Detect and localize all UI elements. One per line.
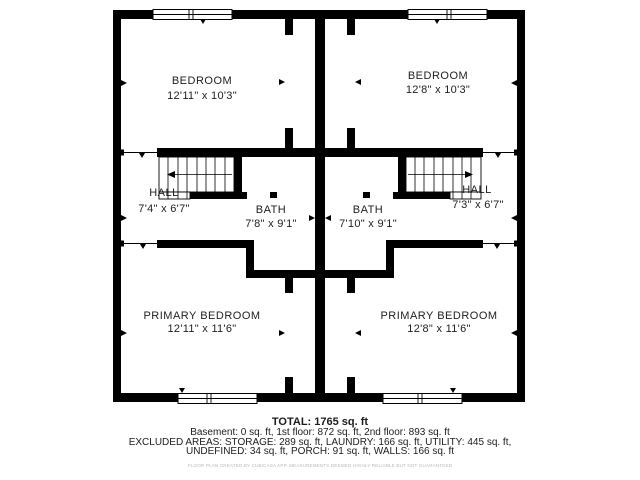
- door-jamb-bath-left: [270, 192, 277, 198]
- summary-floors: Basement: 0 sq. ft, 1st floor: 872 sq. ft, 2nd floor: 893 sq. ft: [190, 427, 450, 438]
- stub-primary-right-top: [347, 278, 355, 293]
- room-label-primary-left: PRIMARY BEDROOM: [143, 310, 261, 322]
- room-label-hall-right: HALL: [462, 184, 492, 196]
- room-dims-hall-left: 7'4" x 6'7": [138, 203, 190, 215]
- room-dims-hall-right: 7'3" x 6'7": [452, 199, 504, 211]
- room-label-bath-left: BATH: [255, 204, 287, 216]
- room-dims-bath-left: 7'8" x 9'1": [245, 218, 297, 230]
- wall-bath-bottom-right: [315, 270, 394, 278]
- stub-bedroom-right-bottom: [347, 128, 355, 148]
- stub-primary-right-bottom: [347, 377, 355, 393]
- area-summary: [0, 417, 640, 468]
- room-dims-primary-left: 12'11" x 11'6": [167, 323, 237, 335]
- summary-total: TOTAL: 1765 sq. ft: [271, 416, 369, 428]
- door-primary-right: [483, 241, 521, 247]
- summary-excluded-1: EXCLUDED AREAS: STORAGE: 289 sq. ft, LAUNDRY: 166 sq. ft, UTILITY: 445 sq. ft,: [128, 436, 512, 448]
- room-dims-bedroom-right: 12'8" x 10'3": [405, 84, 471, 96]
- wall-outer-right: [517, 10, 525, 402]
- window-top-right: [408, 10, 487, 20]
- door-bedroom-left: [117, 150, 157, 156]
- wall-party: [315, 10, 325, 402]
- room-label-bedroom-right: BEDROOM: [407, 70, 469, 82]
- stub-bedroom-left-bottom: [285, 128, 293, 148]
- summary-disclaimer: FLOOR PLAN CREATED BY CUBICASA APP. MEASUREMENTS DEEMED HIGHLY RELIABLE BUT NOT GUARANTEED: [187, 463, 453, 469]
- door-jamb-bath-right: [363, 192, 370, 198]
- room-label-bath-right: BATH: [352, 204, 384, 216]
- wall-hall-bottom-left: [157, 240, 247, 248]
- window-top-left: [153, 10, 232, 20]
- summary-excluded-2: UNDEFINED: 34 sq. ft, PORCH: 91 sq. ft, WALLS: 166 sq. ft: [185, 446, 455, 458]
- room-dims-bedroom-left: 12'11" x 10'3": [167, 90, 237, 102]
- stub-bedroom-left-top: [285, 19, 293, 35]
- door-bedroom-right: [483, 150, 521, 156]
- wall-hall-bottom-right: [393, 240, 483, 248]
- wall-mid-top-right: [325, 148, 483, 157]
- room-dims-bath-right: 7'10" x 9'1": [339, 218, 397, 230]
- window-bottom-right: [383, 394, 462, 404]
- wall-bath-bottom-left: [246, 270, 325, 278]
- room-label-hall-left: HALL: [149, 187, 179, 199]
- room-label-primary-right: PRIMARY BEDROOM: [380, 310, 498, 322]
- wall-mid-top-left: [157, 148, 315, 157]
- room-label-bedroom-left: BEDROOM: [171, 75, 233, 87]
- stub-bedroom-right-top: [347, 19, 355, 35]
- wall-stair-bottom-left-unit: [190, 192, 247, 199]
- stub-primary-left-top: [285, 278, 293, 293]
- wall-outer-left: [113, 10, 121, 402]
- window-bottom-left: [178, 394, 257, 404]
- stub-primary-left-bottom: [285, 377, 293, 393]
- room-dims-primary-right: 12'8" x 11'6": [407, 323, 471, 335]
- wall-stair-bottom-right-unit: [393, 192, 450, 199]
- door-primary-left: [117, 241, 157, 247]
